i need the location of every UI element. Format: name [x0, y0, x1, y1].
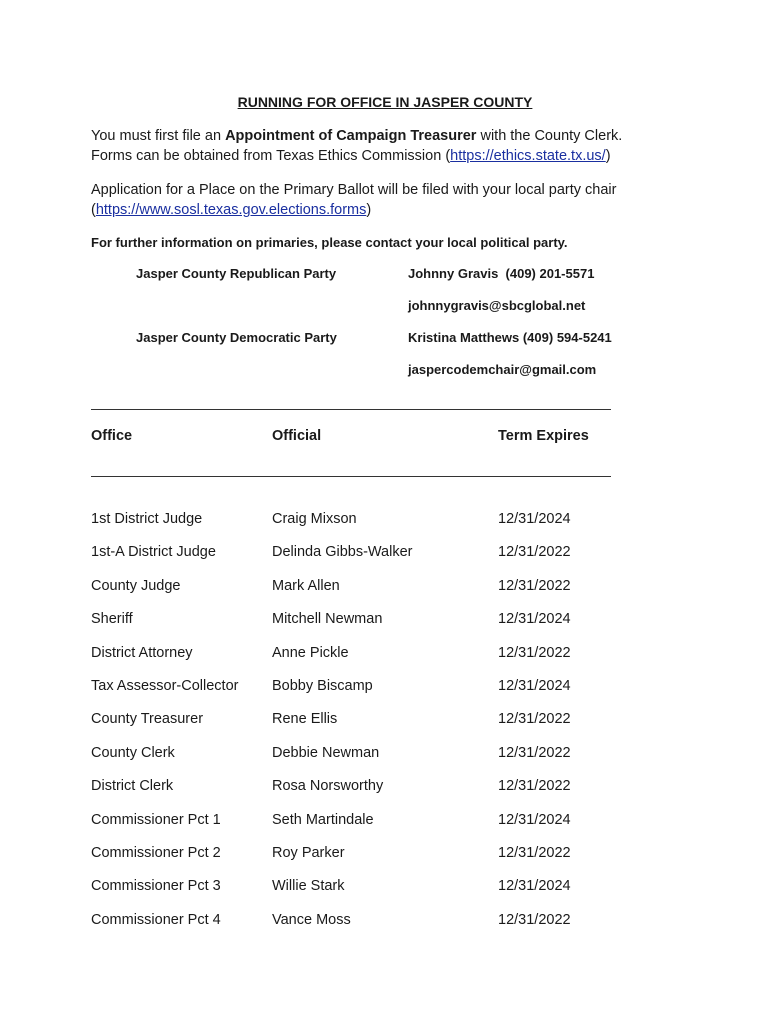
office-cell: County Judge — [91, 577, 181, 594]
table-row — [0, 678, 770, 698]
table-row — [0, 845, 770, 865]
official-cell: Mark Allen — [272, 577, 340, 594]
office-cell: Commissioner Pct 2 — [91, 845, 221, 861]
office-cell: Sheriff — [91, 611, 133, 628]
republican-party-contact: Johnny Gravis (409) 201-5571 — [408, 266, 595, 281]
primaries-note: For further information on primaries, please contact your local political party. — [91, 235, 568, 250]
table-row — [0, 511, 770, 531]
table-row — [0, 578, 770, 598]
democratic-party-name: Jasper County Democratic Party — [136, 330, 337, 345]
term-expires-cell: 12/31/2022 — [498, 911, 571, 928]
republican-party-name: Jasper County Republican Party — [136, 266, 337, 281]
sos-forms-link[interactable]: https://www.sosl.texas.gov.elections.forms — [95, 202, 367, 218]
term-expires-cell: 12/31/2024 — [498, 611, 571, 628]
office-cell: 1st-A District Judge — [91, 544, 216, 561]
ethics-text-post: ) — [605, 148, 611, 164]
republican-party-email: johnnygravis@sbcglobal.net — [408, 298, 586, 313]
header-office: Office — [91, 428, 133, 444]
treasurer-form-name: Appointment of Campaign Treasurer — [225, 128, 477, 144]
ethics-commission-link[interactable]: https://ethics.state.tx.us/ — [450, 148, 606, 164]
table-row — [0, 711, 770, 731]
official-cell: Bobby Biscamp — [272, 678, 373, 694]
term-expires-cell: 12/31/2024 — [498, 678, 571, 694]
office-cell: District Clerk — [91, 778, 174, 795]
ballot-text-post: ) — [366, 202, 372, 218]
table-row — [0, 611, 770, 631]
office-cell: County Clerk — [91, 744, 175, 761]
official-cell: Anne Pickle — [272, 644, 349, 661]
ballot-paragraph — [91, 180, 691, 220]
header-bottom-rule — [91, 476, 611, 477]
ballot-text: Application for a Place on the Primary Ballot will be filed with your local party chair — [91, 182, 617, 198]
office-cell: 1st District Judge — [91, 511, 203, 527]
democratic-party-email: jaspercodemchair@gmail.com — [408, 362, 597, 377]
treasurer-text-pre: You must first file an — [91, 128, 226, 144]
office-cell: Commissioner Pct 1 — [91, 811, 221, 828]
ballot-text-pre: ( — [91, 202, 96, 218]
office-cell: Commissioner Pct 3 — [91, 878, 221, 895]
democratic-party-contact: Kristina Matthews (409) 594-5241 — [408, 330, 612, 345]
treasurer-paragraph — [91, 126, 691, 166]
official-cell: Mitchell Newman — [272, 611, 383, 628]
header-official: Official — [272, 428, 322, 444]
term-expires-cell: 12/31/2022 — [498, 845, 571, 861]
office-cell: Tax Assessor-Collector — [91, 678, 239, 694]
treasurer-text-post: with the County Clerk. — [476, 128, 623, 144]
term-expires-cell: 12/31/2022 — [498, 544, 571, 561]
official-cell: Rene Ellis — [272, 711, 338, 728]
term-expires-cell: 12/31/2022 — [498, 711, 571, 728]
table-row — [0, 645, 770, 665]
official-cell: Debbie Newman — [272, 744, 380, 761]
term-expires-cell: 12/31/2022 — [498, 778, 571, 795]
page-title: RUNNING FOR OFFICE IN JASPER COUNTY — [237, 94, 533, 110]
term-expires-cell: 12/31/2024 — [498, 811, 571, 828]
official-cell: Willie Stark — [272, 878, 345, 895]
official-cell: Vance Moss — [272, 911, 351, 928]
term-expires-cell: 12/31/2022 — [498, 744, 571, 761]
ethics-text-pre: Forms can be obtained from Texas Ethics Commission ( — [91, 148, 451, 164]
official-cell: Craig Mixson — [272, 511, 357, 527]
table-row — [0, 812, 770, 832]
header-term-expires: Term Expires — [498, 428, 589, 444]
official-cell: Seth Martindale — [272, 811, 374, 828]
official-cell: Roy Parker — [272, 845, 345, 861]
table-row — [0, 878, 770, 898]
term-expires-cell: 12/31/2024 — [498, 511, 571, 527]
header-top-rule — [91, 409, 611, 410]
table-row — [0, 745, 770, 765]
office-cell: Commissioner Pct 4 — [91, 911, 221, 928]
term-expires-cell: 12/31/2022 — [498, 577, 571, 594]
term-expires-cell: 12/31/2024 — [498, 878, 571, 895]
office-cell: County Treasurer — [91, 711, 204, 728]
table-row — [0, 778, 770, 798]
official-cell: Rosa Norsworthy — [272, 778, 384, 795]
official-cell: Delinda Gibbs-Walker — [272, 544, 413, 561]
term-expires-cell: 12/31/2022 — [498, 644, 571, 661]
office-cell: District Attorney — [91, 644, 193, 661]
table-row — [0, 912, 770, 932]
table-row — [0, 544, 770, 564]
